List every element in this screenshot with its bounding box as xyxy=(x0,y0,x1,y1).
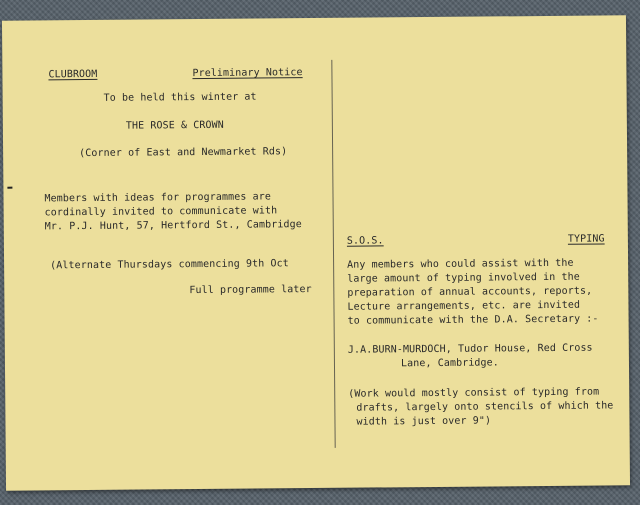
typing-heading: TYPING xyxy=(567,233,605,245)
work-note-line-2: drafts, largely onto stencils of which the xyxy=(356,400,614,414)
preliminary-notice-label: Preliminary Notice xyxy=(192,67,303,80)
held-this-winter-line: To be held this winter at xyxy=(103,91,257,104)
typing-request-line-3: preparation of annual accounts, reports, xyxy=(347,285,593,299)
column-divider xyxy=(331,60,335,448)
secretary-contact-line-1: J.A.BURN-MURDOCH, Tudor House, Red Cross xyxy=(347,342,593,356)
programme-ideas-line-1: Members with ideas for programmes are xyxy=(44,191,272,205)
full-programme-later: Full programme later xyxy=(189,284,312,297)
typing-request-line-4: Lecture arrangements, etc. are invited xyxy=(347,299,581,313)
clubroom-heading: CLUBROOM xyxy=(48,68,98,81)
venue-name: THE ROSE & CROWN xyxy=(125,119,224,132)
typing-request-line-5: to communicate with the D.A. Secretary :- xyxy=(347,313,599,327)
programme-ideas-line-2: cordinally invited to communicate with xyxy=(44,205,278,219)
work-note-line-3: width is just over 9") xyxy=(356,415,492,428)
margin-mark xyxy=(7,187,12,189)
programme-ideas-line-3: Mr. P.J. Hunt, 57, Hertford St., Cambridge xyxy=(44,219,302,233)
secretary-contact-line-2: Lane, Cambridge. xyxy=(400,357,499,370)
typed-notice-sheet xyxy=(2,15,630,490)
meeting-schedule: (Alternate Thursdays commencing 9th Oct xyxy=(50,258,289,272)
venue-location: (Corner of East and Newmarket Rds) xyxy=(79,146,288,160)
typing-request-line-2: large amount of typing involved in the xyxy=(347,271,580,285)
typing-request-line-1: Any members who could assist with the xyxy=(347,257,574,271)
work-note-line-1: (Work would mostly consist of typing from xyxy=(348,386,600,400)
sos-heading: S.O.S. xyxy=(346,235,384,247)
